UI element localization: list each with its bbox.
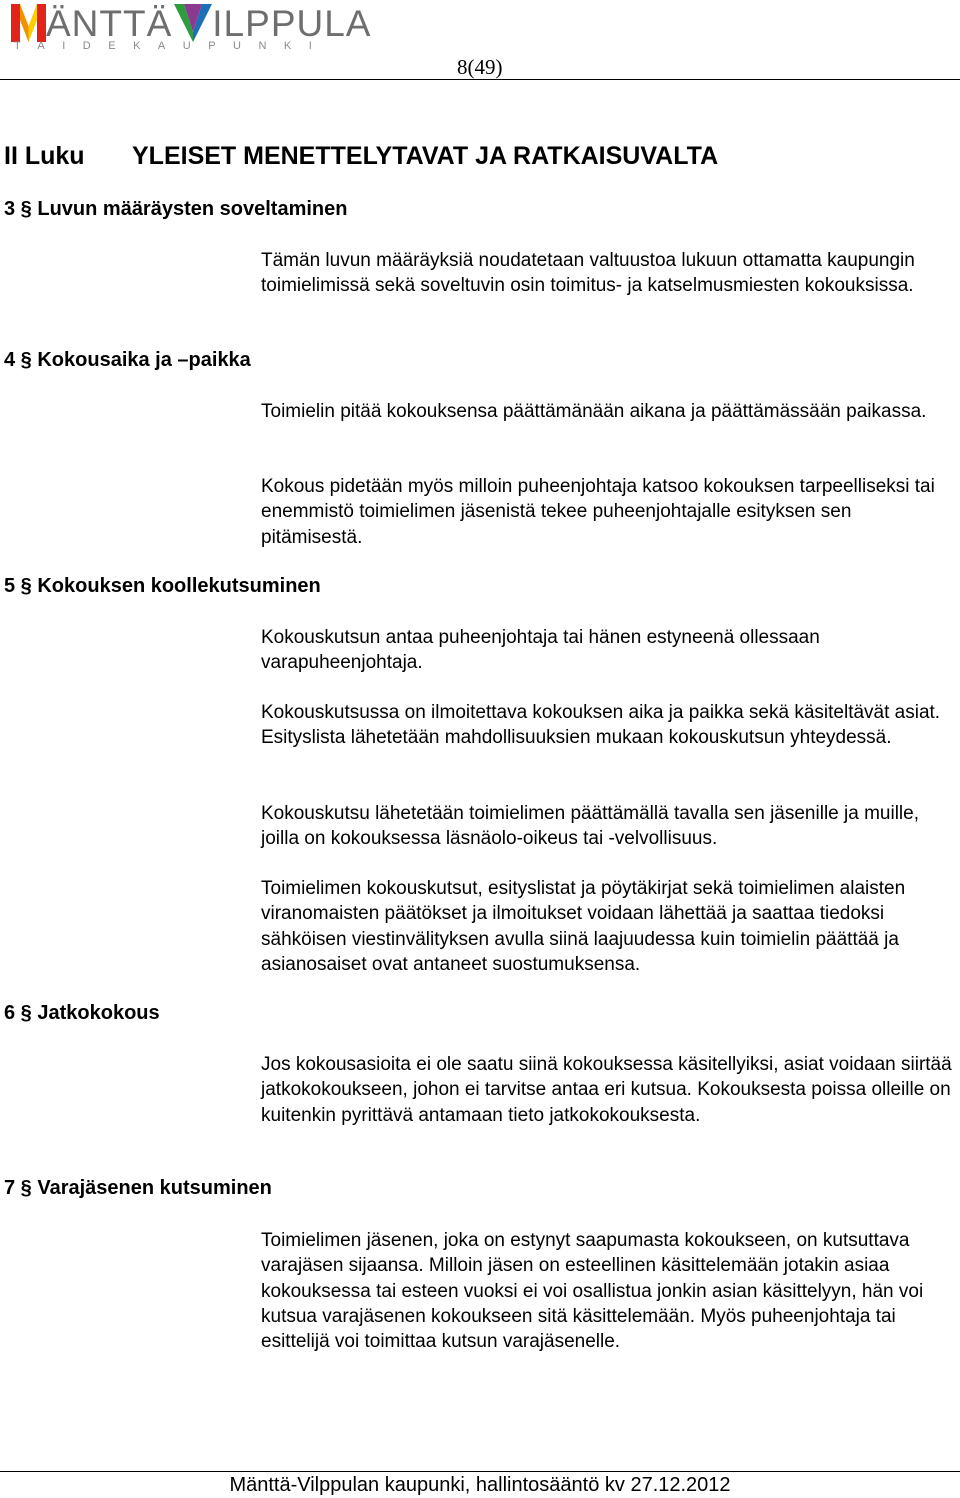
chapter-title: YLEISET MENETTELYTAVAT JA RATKAISUVALTA bbox=[132, 142, 719, 170]
footer-divider bbox=[0, 1471, 960, 1472]
section-heading: 5 § Kokouksen koollekutsuminen bbox=[4, 575, 321, 597]
paragraph: Kokouskutsussa on ilmoitettava kokouksen aika ja paikka sekä käsiteltävät asiat. Esityslista lähetetään mahdollisuuksien mukaan kokouskutsun yhteydessä. bbox=[261, 702, 941, 749]
paragraph: Kokous pidetään myös milloin puheenjohtaja katsoo kokouksen tarpeelliseksi tai enemmistö toimielimen jäsenistä tekee puheenjohtajalle esityksen sen pitämisestä. bbox=[261, 476, 935, 548]
section-heading: 4 § Kokousaika ja –paikka bbox=[4, 349, 251, 371]
city-logo bbox=[8, 2, 372, 54]
header-divider bbox=[0, 79, 960, 80]
page-number: 8(49) bbox=[457, 55, 503, 79]
logo-tagline: TAIDEKAUPUNKI bbox=[14, 40, 330, 52]
section-heading: 7 § Varajäsenen kutsuminen bbox=[4, 1177, 272, 1199]
paragraph: Kokouskutsun antaa puheenjohtaja tai hänen estyneenä ollessaan varapuheenjohtaja. bbox=[261, 627, 820, 674]
paragraph: Jos kokousasioita ei ole saatu siinä kokouksessa käsitellyiksi, asiat voidaan siirtää jatkokokoukseen, johon ei tarvitse antaa eri kutsua. Kokouksesta poissa olleille on kuitenkin pyrittävä antamaan tieto jatkokokouksesta. bbox=[261, 1054, 952, 1126]
paragraph: Toimielin pitää kokouksensa päättämänään aikana ja päättämässään paikassa. bbox=[261, 401, 927, 422]
section-heading: 3 § Luvun määräysten soveltaminen bbox=[4, 198, 348, 220]
paragraph: Tämän luvun määräyksiä noudatetaan valtuustoa lukuun ottamatta kaupungin toimielimissä sekä soveltuvin osin toimitus- ja katselmusmiesten kokouksissa. bbox=[261, 250, 915, 297]
paragraph: Toimielimen kokouskutsut, esityslistat ja pöytäkirjat sekä toimielimen alaisten viranomaisten päätökset ja ilmoitukset voidaan lähettää ja saattaa tiedoksi sähköisen viestinvälityksen avulla siinä laajuudessa kuin toimielin päättää ja asianosaiset ovat antaneet suostumuksensa. bbox=[261, 878, 906, 975]
paragraph: Toimielimen jäsenen, joka on estynyt saapumasta kokoukseen, on kutsuttava varajäsen sijaansa. Milloin jäsen on esteellinen käsittelemään jotakin asiaa kokouksessa tai esteen vuoksi ei voi osallistua jonkin asian käsittelyyn, hän voi kutsua varajäsenen kokoukseen sitä käsittelemään. Myös puheenjohtaja tai esittelijä voi toimittaa kutsun varajäsenelle. bbox=[261, 1230, 924, 1353]
section-heading: 6 § Jatkokokous bbox=[4, 1002, 160, 1024]
page-header bbox=[0, 0, 960, 82]
chapter-number: II Luku bbox=[4, 142, 85, 170]
paragraph: Kokouskutsu lähetetään toimielimen päättämällä tavalla sen jäsenille ja muille, joilla on kokouksessa läsnäolo-oikeus tai -velvollisuus. bbox=[261, 803, 919, 850]
logo-v-mark bbox=[174, 4, 212, 42]
logo-wordmark: ÄNTTÄ ILPPULA bbox=[46, 3, 372, 44]
page-footer: Mänttä-Vilppulan kaupunki, hallintosääntö kv 27.12.2012 bbox=[229, 1474, 731, 1496]
